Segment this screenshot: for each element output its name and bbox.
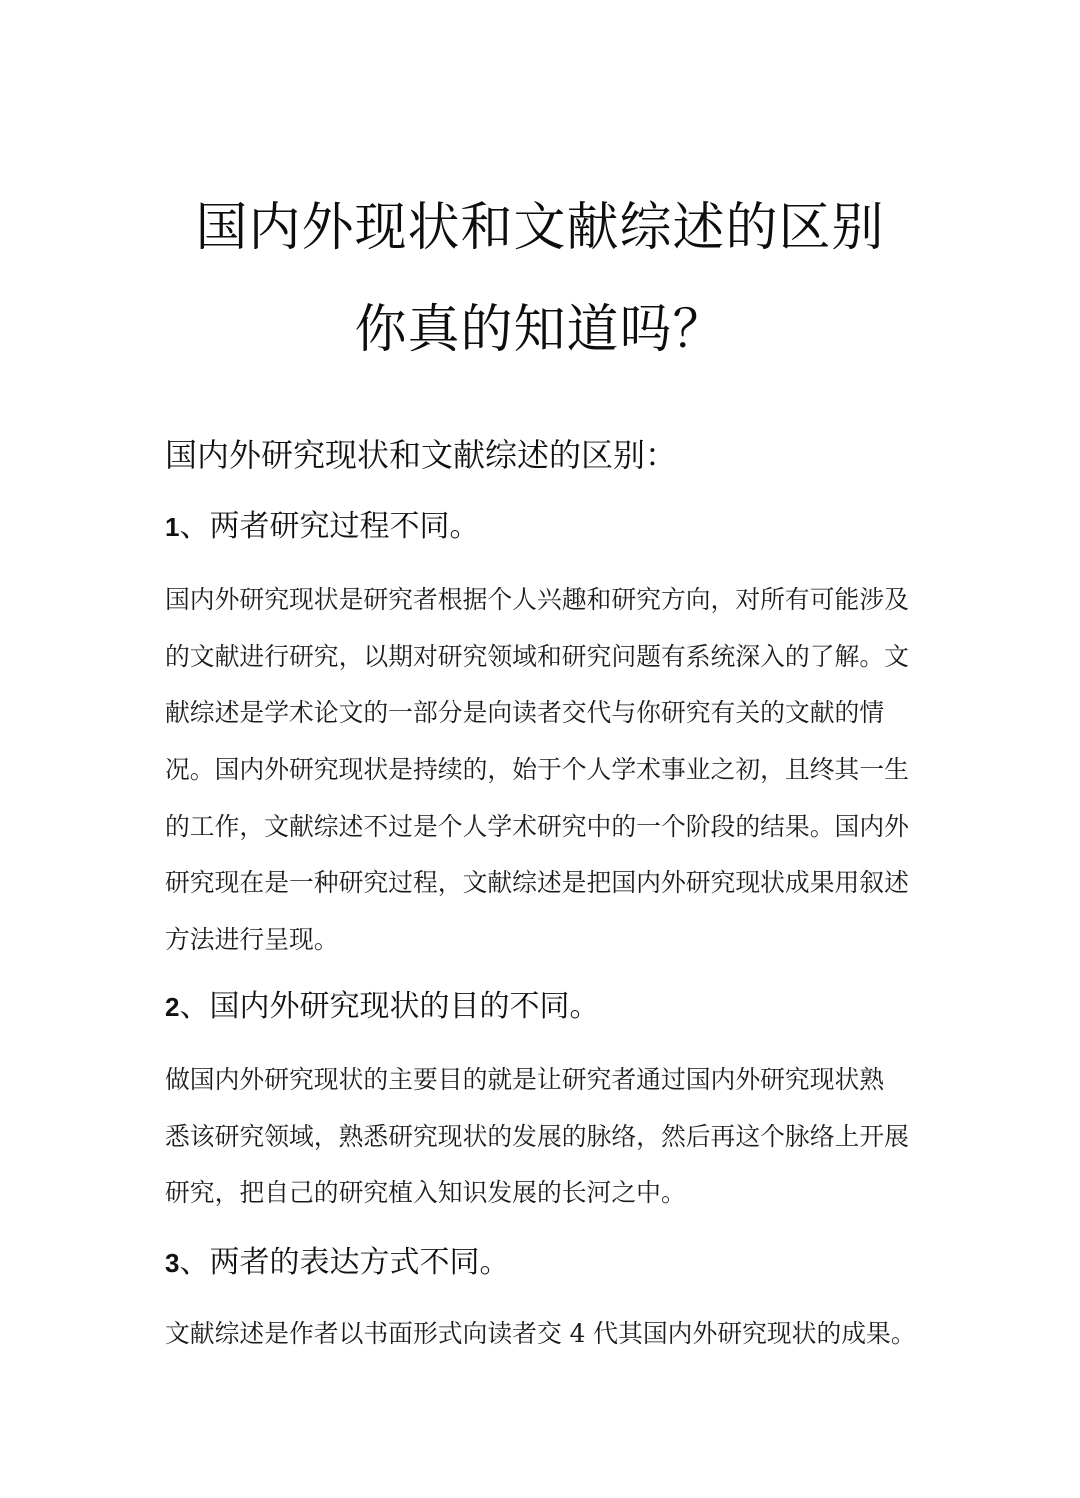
paragraph-line: 悉该研究领域，熟悉研究现状的发展的脉络，然后再这个脉络上开展 bbox=[165, 1121, 909, 1151]
section-2-paragraph bbox=[165, 1052, 917, 1222]
section-number: 1 bbox=[165, 512, 180, 542]
section-3-paragraph bbox=[165, 1306, 917, 1363]
paragraph-line: 做国内外研究现状的主要目的就是让研究者通过国内外研究现状熟 bbox=[165, 1065, 885, 1094]
paragraph-line: 研究现在是一种研究过程，文献综述是把国内外研究现状成果用叙述 bbox=[165, 868, 909, 898]
document-title-line-2: 你真的知道吗？ bbox=[354, 300, 726, 360]
section-1-paragraph bbox=[165, 572, 917, 969]
section-number: 3 bbox=[165, 1248, 180, 1278]
document-title-line-1: 国内外现状和文献综述的区别 bbox=[195, 198, 885, 258]
section-1-heading bbox=[165, 508, 479, 546]
paragraph-line: 献综述是学术论文的一部分是向读者交代与你研究有关的文献的情 bbox=[165, 698, 885, 728]
paragraph-line: 的工作，文献综述不过是个人学术研究中的一个阶段的结果。国内外 bbox=[165, 811, 909, 841]
paragraph-line: 文献综述是作者以书面形式向读者交 4 代其国内外研究现状的成果。 bbox=[165, 1319, 916, 1348]
section-heading-text: 、两者研究过程不同。 bbox=[179, 509, 480, 544]
paragraph-line: 的文献进行研究，以期对研究领域和研究问题有系统深入的了解。文 bbox=[165, 641, 909, 671]
paragraph-line: 研究，把自己的研究植入知识发展的长河之中。 bbox=[165, 1178, 686, 1208]
section-heading-text: 、两者的表达方式不同。 bbox=[179, 1245, 510, 1280]
section-3-heading bbox=[165, 1244, 509, 1282]
section-2-heading bbox=[165, 988, 599, 1026]
section-number: 2 bbox=[165, 992, 180, 1022]
paragraph-line: 方法进行呈现。 bbox=[165, 925, 339, 955]
section-heading-text: 、国内外研究现状的目的不同。 bbox=[179, 989, 600, 1024]
paragraph-line: 况。国内外研究现状是持续的，始于个人学术事业之初，且终其一生 bbox=[165, 755, 909, 785]
paragraph-line: 国内外研究现状是研究者根据个人兴趣和研究方向，对所有可能涉及 bbox=[165, 585, 909, 614]
intro-heading: 国内外研究现状和文献综述的区别： bbox=[165, 436, 678, 474]
